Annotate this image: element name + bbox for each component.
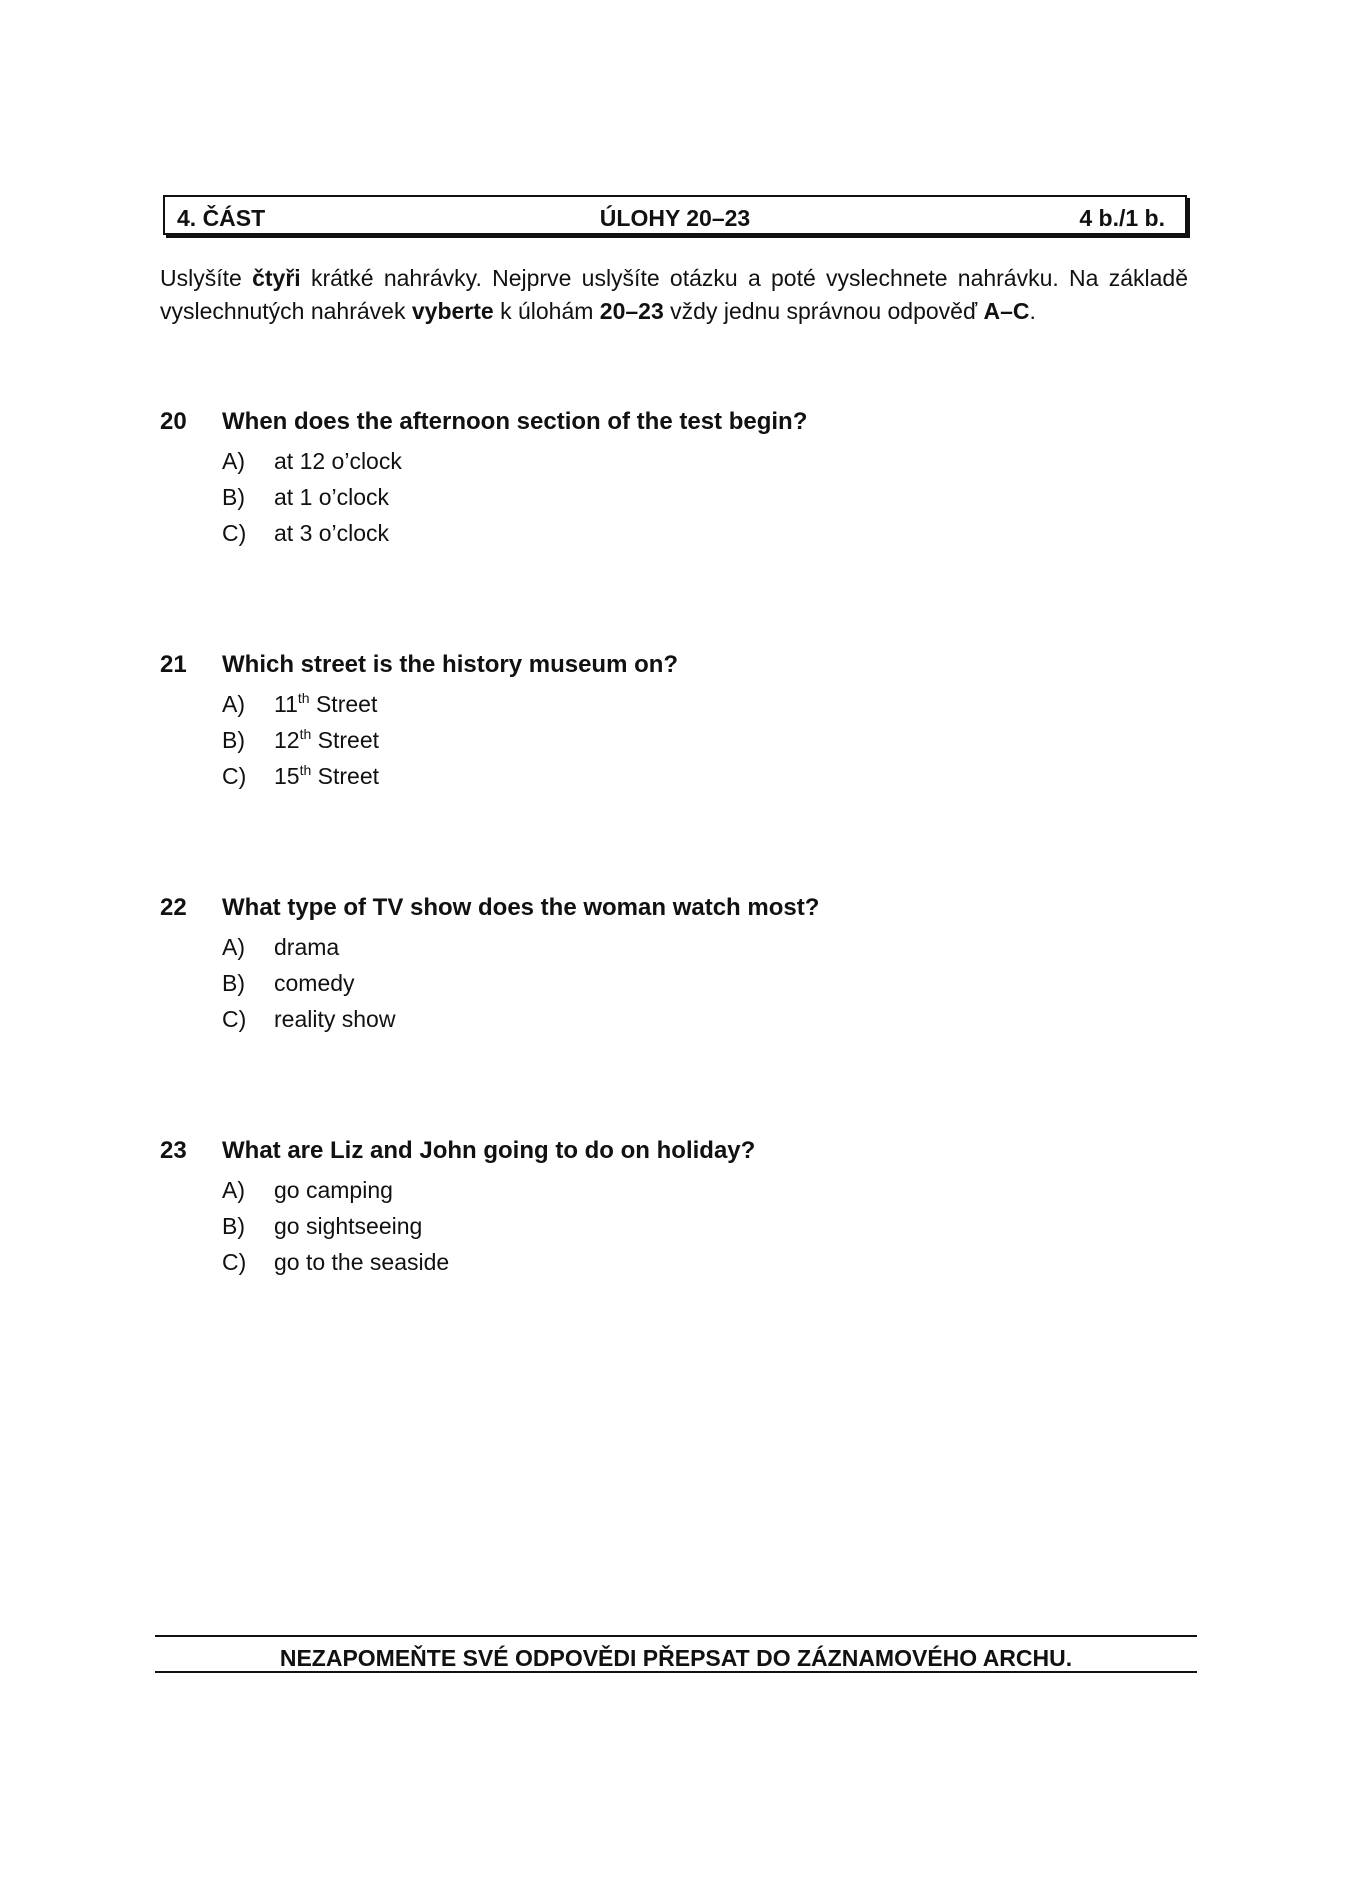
option-letter: A) — [222, 934, 245, 960]
option-text: comedy — [274, 970, 355, 996]
option-letter: C) — [222, 1006, 247, 1032]
instructions-text: . — [1029, 298, 1036, 324]
option-letter: C) — [222, 520, 247, 546]
option-text — [274, 763, 379, 790]
option-letter: C) — [222, 763, 247, 789]
question-20 — [160, 408, 1160, 546]
option-text: at 12 o’clock — [274, 448, 402, 474]
ordinal-number: 15 — [274, 763, 300, 789]
footer-divider-top — [155, 1635, 1197, 1637]
question-number: 21 — [160, 651, 187, 678]
footer-divider-bottom — [155, 1671, 1197, 1673]
option-text: drama — [274, 934, 340, 960]
option-letter: B) — [222, 970, 245, 996]
option-text — [274, 727, 379, 754]
question-line — [160, 894, 1160, 928]
question-22 — [160, 894, 1160, 1032]
instructions-bold: vyberte — [411, 298, 494, 324]
option-text: at 3 o’clock — [274, 520, 390, 546]
question-23 — [160, 1137, 1160, 1275]
option-text: at 1 o’clock — [274, 484, 390, 510]
question-text: What are Liz and John going to do on holiday? — [222, 1137, 756, 1164]
footer-reminder: NEZAPOMEŇTE SVÉ ODPOVĚDI PŘEPSAT DO ZÁZNAMOVÉHO ARCHU. — [279, 1645, 1073, 1671]
option-letter: A) — [222, 448, 245, 474]
ordinal-number: 11 — [274, 691, 298, 717]
ordinal-suffix: th — [299, 726, 312, 742]
instructions-text: k úlohám — [493, 298, 600, 324]
option-letter: A) — [222, 1177, 245, 1203]
section-header — [163, 195, 1187, 235]
question-line — [160, 651, 1160, 685]
instructions-bold: A–C — [983, 298, 1030, 324]
question-line — [160, 408, 1160, 442]
instructions-text: Uslyšíte — [160, 265, 253, 291]
option-letter: B) — [222, 484, 245, 510]
question-line — [160, 1137, 1160, 1171]
ordinal-number: 12 — [274, 727, 300, 753]
ordinal-suffix: th — [297, 690, 310, 706]
question-21 — [160, 651, 1160, 789]
question-number: 20 — [160, 408, 187, 435]
question-number: 22 — [160, 894, 187, 921]
instructions — [160, 262, 1188, 328]
option-text: go to the seaside — [274, 1249, 450, 1275]
option-text: go camping — [274, 1177, 393, 1203]
instructions-text: vždy jednu správnou odpověď — [663, 298, 984, 324]
part-label: 4. ČÁST — [177, 205, 266, 231]
instructions-bold: čtyři — [252, 265, 301, 291]
option-letter: B) — [222, 1213, 245, 1239]
option-text: reality show — [274, 1006, 396, 1032]
option-text — [274, 691, 377, 718]
street-word: Street — [311, 763, 380, 789]
option-letter: A) — [222, 691, 245, 717]
street-word: Street — [311, 727, 380, 753]
street-word: Street — [309, 691, 378, 717]
option-letter: B) — [222, 727, 245, 753]
instructions-bold: 20–23 — [599, 298, 664, 324]
question-text: What type of TV show does the woman watch most? — [222, 894, 820, 921]
ordinal-suffix: th — [299, 762, 312, 778]
question-text: When does the afternoon section of the test begin? — [222, 408, 808, 435]
instructions-text: krátké nahrávky. Nejprve uslyšíte otázku a poté vyslechnete nahrávku. Na základě vyslechnutých nahrávek — [160, 265, 1189, 324]
option-text: go sightseeing — [274, 1213, 423, 1239]
option-letter: C) — [222, 1249, 247, 1275]
question-number: 23 — [160, 1137, 187, 1164]
tasks-label: ÚLOHY 20–23 — [599, 205, 751, 231]
points-label: 4 b./1 b. — [1079, 205, 1165, 231]
question-text: Which street is the history museum on? — [222, 651, 679, 678]
